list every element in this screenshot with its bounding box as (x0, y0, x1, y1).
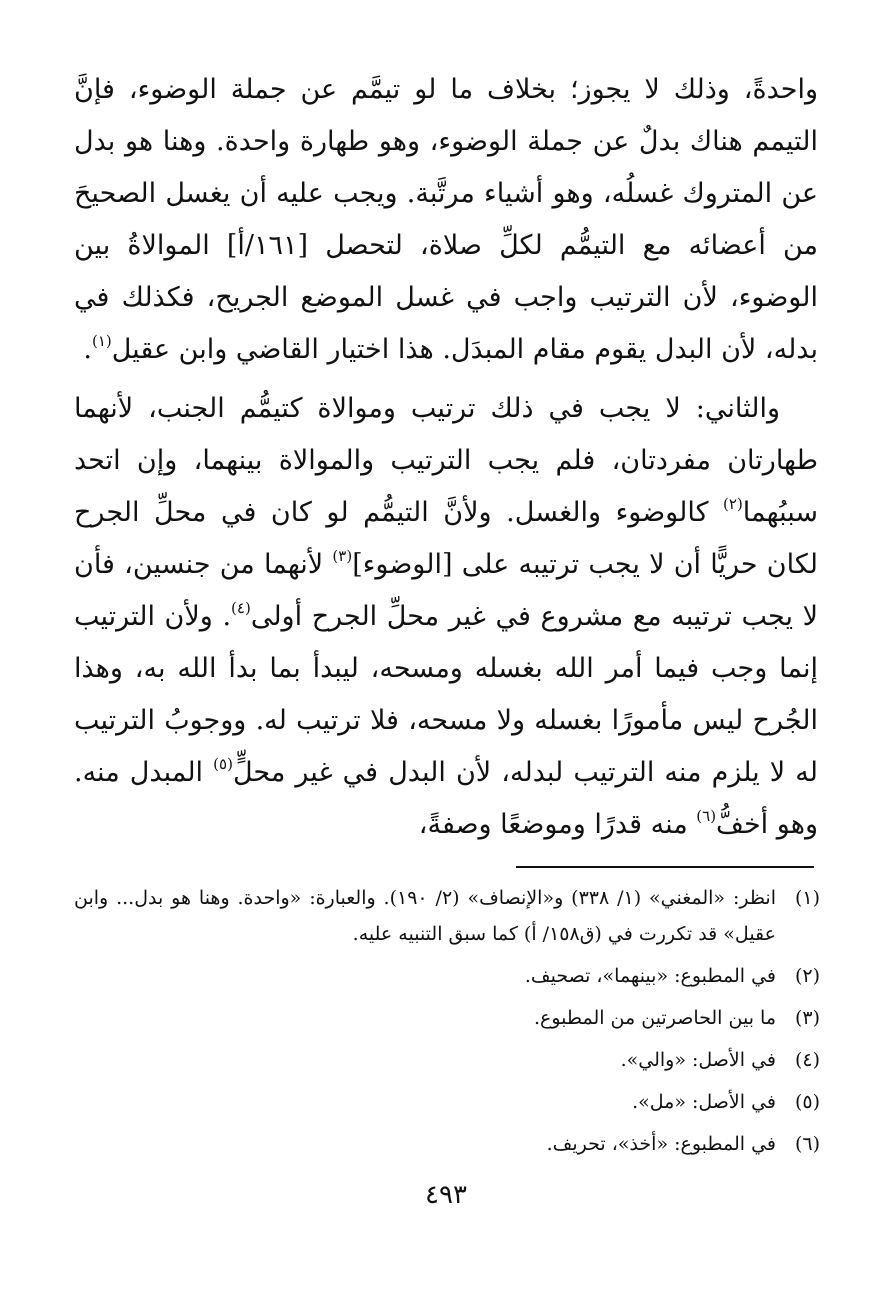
footnote-ref-1: (١) (91, 332, 112, 350)
footnote-text: انظر: «المغني» (١/ ٣٣٨) و«الإنصاف» (٢/ ١٩٠). والعبارة: «واحدة. وهنا هو بدل... وابن عقيل» قد تكررت في (ق١٥٨/ أ) كما سبق التنبيه عليه. (74, 887, 776, 945)
footnote-ref-6: (٦) (696, 807, 717, 825)
footnotes (74, 880, 820, 1162)
footnote-item (74, 1042, 820, 1078)
footnote-number: (٢) (794, 965, 820, 987)
paragraph-2-text-b: كالوضوء والغسل. ولأنَّ التيمُّم لو كان في محلِّ الجرح لكان حريًّا أن لا يجب ترتيبه على [الوضوء] (74, 497, 818, 580)
footnote-item (74, 1084, 820, 1120)
footnote-item (74, 958, 820, 994)
footnote-number: (٦) (794, 1133, 820, 1155)
footnote-number: (٣) (794, 1007, 820, 1029)
paragraph-2-text-a: والثاني: لا يجب في ذلك ترتيب وموالاة كتيمُّم الجنب، لأنهما طهارتان مفردتان، فلم يجب الترتيب والموالاة بينهما، وإن اتحد سببُهما (74, 393, 818, 528)
footnote-text: في المطبوع: «أخذ»، تحريف. (546, 1133, 776, 1155)
paragraph-2-text-d: . ولأن الترتيب إنما وجب فيما أمر الله بغسله ومسحه، ليبدأ بما بدأ الله به، وهذا الجُرح ليس مأمورًا بغسله ولا مسحه، فلا ترتيب له. ووجوبُ الترتيب له لا يلزم منه الترتيب لبدله، لأن البدل في غير محلٍّ (74, 601, 819, 788)
paragraph-1-end: . (83, 334, 92, 365)
footnote-text: في الأصل: «مل». (632, 1091, 776, 1113)
footnote-ref-4: (٤) (231, 599, 251, 617)
paragraph-2-text-f: منه قدرًا وموضعًا وصفةً، (418, 809, 697, 840)
paragraph-2-text-c: لأنهما من جنسين، فأن لا يجب ترتيبه مع مشروع في غير محلِّ الجرح أولى (74, 549, 818, 632)
footnote-item (74, 1126, 820, 1162)
paragraph-2-text-e: المبدل منه. وهو أخفُّ (74, 757, 818, 840)
footnote-number: (٤) (794, 1049, 820, 1071)
footnote-text: في المطبوع: «بينهما»، تصحيف. (524, 965, 776, 987)
paragraph-1 (74, 64, 818, 376)
footnote-number: (٥) (794, 1091, 820, 1113)
page-number: ٤٩٣ (425, 1180, 467, 1210)
footnote-ref-3: (٣) (332, 547, 353, 565)
paragraph-1-text: واحدةً، وذلك لا يجوز؛ بخلاف ما لو تيمَّم عن جملة الوضوء، فإنَّ التيمم هناك بدلٌ عن جملة الوضوء، وهو طهارة واحدة. وهنا هو بدل عن المتروك غسلُه، وهو أشياء مرتَّبة. ويجب عليه أن يغسل الصحيحَ من أعضائه مع التيمُّم لكلِّ صلاة، لتحصل [١٦١/أ] الموالاةُ بين الوضوء، لأن الترتيب واجب في غسل الموضع الجريح، فكذلك في بدله، لأن البدل يقوم مقام المبدَل. هذا اختيار القاضي وابن عقيل (74, 74, 819, 365)
footnote-number: (١) (794, 887, 820, 909)
paragraph-2 (74, 383, 818, 851)
main-text (74, 64, 818, 851)
footnote-ref-5: (٥) (213, 755, 233, 773)
footnote-ref-2: (٢) (723, 495, 743, 513)
footnote-text: ما بين الحاصرتين من المطبوع. (533, 1007, 776, 1029)
footnote-text: في الأصل: «والي». (620, 1049, 776, 1071)
footnote-item (74, 880, 820, 952)
footnote-item (74, 1000, 820, 1036)
footnote-divider (516, 866, 814, 868)
